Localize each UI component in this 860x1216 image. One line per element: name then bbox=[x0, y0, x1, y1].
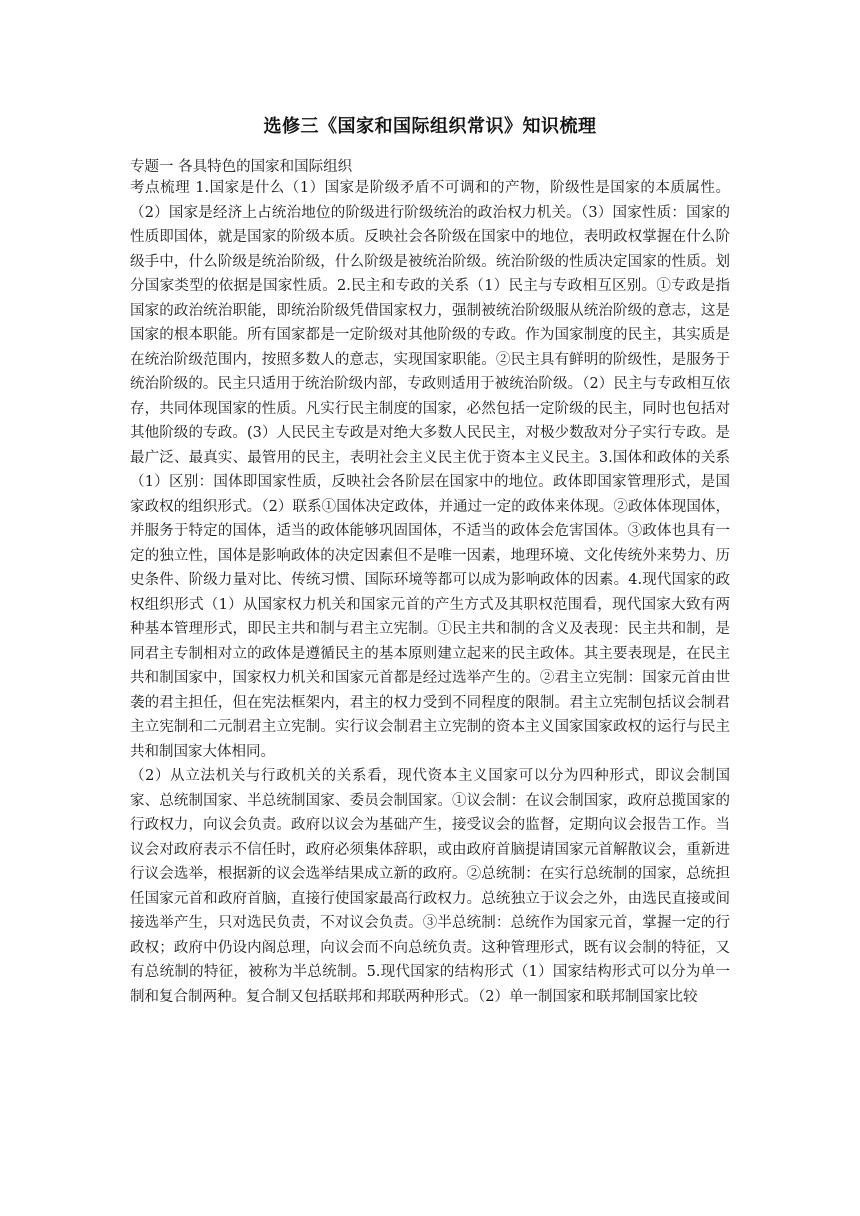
paragraph-1: 考点梳理 1.国家是什么（1）国家是阶级矛盾不可调和的产物，阶级性是国家的本质属性。（2）国家是经济上占统治地位的阶级进行阶级统治的政治权力机关。（3）国家性质：国家的性质即国体，就是国家的阶级本质。反映社会各阶级在国家中的地位，表明政权掌握在什么阶级手中，什么阶级是统治阶级，什么阶级是被统治阶级。统治阶级的性质决定国家的性质。划分国家类型的依据是国家性质。2.民主和专政的关系（1）民主与专政相互区别。①专政是指国家的政治统治职能，即统治阶级凭借国家权力，强制被统治阶级服从统治阶级的意志，这是国家的根本职能。所有国家都是一定阶级对其他阶级的专政。作为国家制度的民主，其实质是在统治阶级范围内，按照多数人的意志，实现国家职能。②民主具有鲜明的阶级性，是服务于统治阶级的。民主只适用于统治阶级内部，专政则适用于被统治阶级。（2）民主与专政相互依存，共同体现国家的性质。凡实行民主制度的国家，必然包括一定阶级的民主，同时也包括对其他阶级的专政。(3）人民民主专政是对绝大多数人民民主，对极少数敌对分子实行专政。是最广泛、最真实、最管用的民主，表明社会主义民主优于资本主义民主。3.国体和政体的关系（1）区别：国体即国家性质，反映社会各阶层在国家中的地位。政体即国家管理形式，是国家政权的组织形式。（2）联系①国体决定政体，并通过一定的政体来体现。②政体体现国体，并服务于特定的国体，适当的政体能够巩固国体，不适当的政体会危害国体。③政体也具有一定的独立性，国体是影响政体的决定因素但不是唯一因素，地理环境、文化传统外来势力、历史条件、阶级力量对比、传统习惯、国际环境等都可以成为影响政体的因素。4.现代国家的政权组织形式（1）从国家权力机关和国家元首的产生方式及其职权范围看，现代国家大致有两种基本管理形式，即民主共和制与君主立宪制。①民主共和制的含义及表现：民主共和制，是同君主专制相对立的政体是遵循民主的基本原则建立起来的民主政体。其主要表现是，在民主共和制国家中，国家权力机关和国家元首都是经过选举产生的。②君主立宪制：国家元首由世袭的君主担任，但在宪法框架内，君主的权力受到不同程度的限制。君主立宪制包括议会制君主立宪制和二元制君主立宪制。实行议会制君主立宪制的资本主义国家国家政权的运行与民主共和制国家大体相同。 bbox=[130, 180, 730, 760]
paragraph-2: （2）从立法机关与行政机关的关系看，现代资本主义国家可以分为四种形式，即议会制国家、总统制国家、半总统制国家、委员会制国家。①议会制：在议会制国家，政府总揽国家的行政权力，向议会负责。政府以议会为基础产生，接受议会的监督，定期向议会报告工作。当议会对政府表示不信任时，政府必须集体辞职，或由政府首脑提请国家元首解散议会，重新进行议会选举，根据新的议会选举结果成立新的政府。②总统制：在实行总统制的国家，总统担任国家元首和政府首脑，直接行使国家最高行政权力。总统独立于议会之外，由选民直接或间接选举产生，只对选民负责，不对议会负责。③半总统制：总统作为国家元首，掌握一定的行政权；政府中仍设内阁总理，向议会而不向总统负责。这种管理形式，既有议会制的特征，又有总统制的特征，被称为半总统制。5.现代国家的结构形式（1）国家结构形式可以分为单一制和复合制两种。复合制又包括联邦和邦联两种形式。（2）单一制国家和联邦制国家比较 bbox=[130, 768, 730, 1005]
document-body bbox=[130, 176, 730, 1009]
section-heading: 专题一 各具特色的国家和国际组织 bbox=[130, 159, 353, 175]
document-title: 选修三《国家和国际组织常识》知识梳理 bbox=[263, 116, 597, 137]
